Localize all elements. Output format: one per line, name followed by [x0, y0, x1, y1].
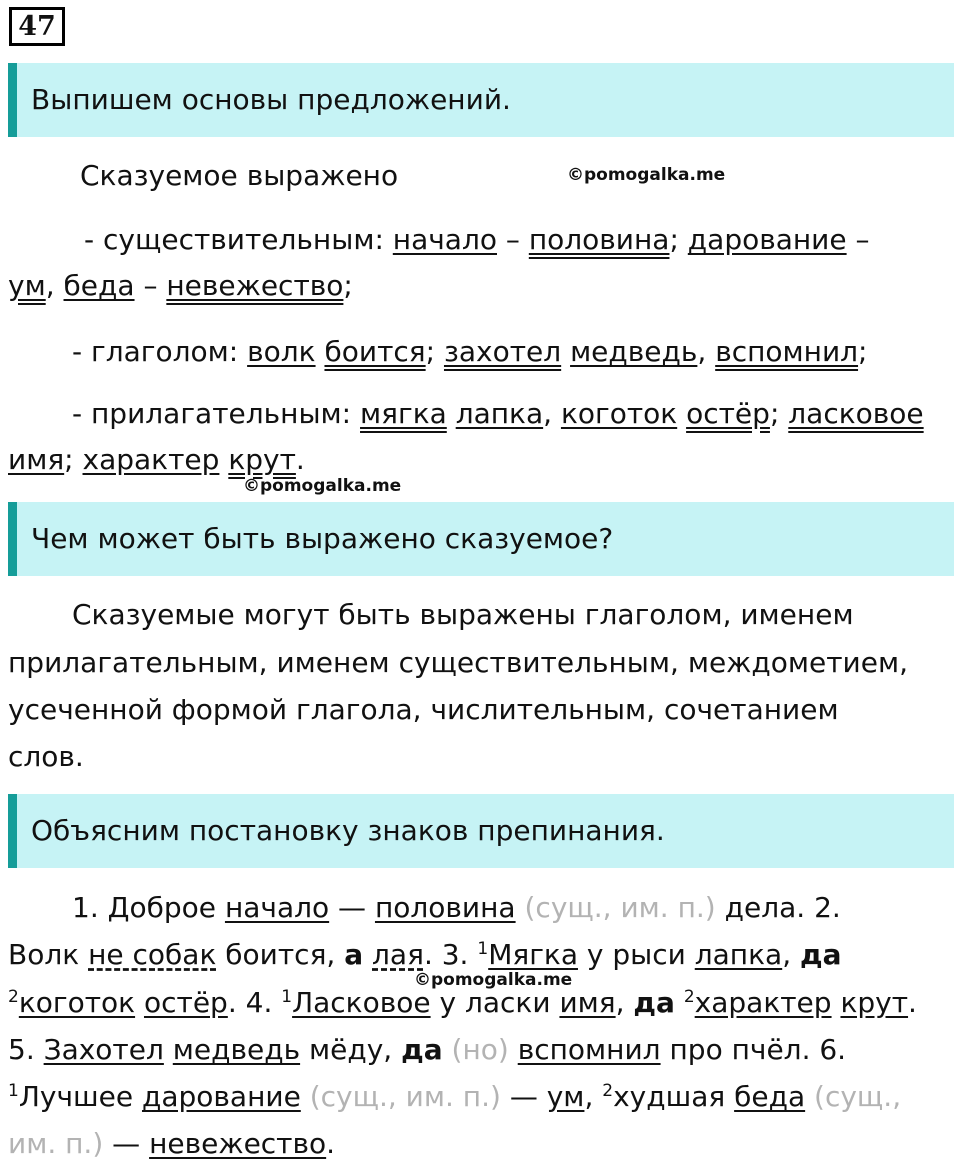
- subject-word: лапка: [694, 938, 783, 971]
- text: боится,: [225, 938, 336, 971]
- subject-word: начало: [224, 891, 330, 924]
- predicate-word: Ласковое: [292, 986, 431, 1019]
- subject-word: лапка: [455, 397, 544, 430]
- text: 5.: [8, 1033, 35, 1066]
- explain-line-3: [8, 985, 917, 1021]
- object-word: не собак: [88, 938, 217, 971]
- subject-word: беда: [63, 269, 135, 302]
- dash: –: [855, 223, 870, 256]
- subject-word: дарование: [141, 1080, 301, 1113]
- noun-label: - существительным:: [84, 223, 384, 256]
- text: у рыси: [586, 938, 686, 971]
- predicate-word: крут: [228, 443, 296, 476]
- grammar-note: (сущ.,: [814, 1080, 902, 1113]
- conjunction: да: [401, 1033, 443, 1066]
- marker: 2: [602, 1081, 614, 1101]
- section-heading-banner: [8, 794, 954, 868]
- punct: .: [908, 986, 917, 1019]
- dash: –: [143, 269, 158, 302]
- text: мёду,: [309, 1033, 393, 1066]
- marker: 2: [8, 987, 19, 1007]
- predicate-word: остёр: [686, 397, 770, 430]
- predicate-word: захотел: [443, 335, 562, 368]
- noun-predicates-line-2: [8, 268, 353, 304]
- section-heading: Выпишем основы предложений.: [31, 83, 511, 116]
- task-number: 47: [9, 7, 65, 46]
- predicate-word: половина: [374, 891, 516, 924]
- subject-word: волк: [247, 335, 316, 368]
- subject-word: характер: [82, 443, 220, 476]
- section-heading-banner: [8, 63, 954, 137]
- dash: —: [338, 891, 367, 924]
- predicate-word: ум: [546, 1080, 585, 1113]
- subject-word: имя: [559, 986, 616, 1019]
- predicate-word: ум: [8, 269, 46, 302]
- answer-line: прилагательным, именем существительным, междометием,: [8, 646, 908, 679]
- predicate-word: вспомнил: [517, 1033, 661, 1066]
- grammar-note: (но): [451, 1033, 509, 1066]
- punct: ;: [769, 397, 780, 430]
- explain-line-6: [8, 1126, 335, 1162]
- text: Волк: [8, 938, 80, 971]
- subject-word: медведь: [570, 335, 698, 368]
- subject-word: дарование: [687, 223, 847, 256]
- adj-label: - прилагательным:: [72, 397, 352, 430]
- punct: .: [295, 443, 305, 476]
- predicate-word: невежество: [149, 1127, 327, 1160]
- punct: ;: [669, 223, 679, 256]
- adj-predicates-line-2: [8, 442, 305, 478]
- conjunction: да: [800, 938, 842, 971]
- section-heading: Объясним постановку знаков препинания.: [31, 814, 665, 847]
- subject-word: коготок: [560, 397, 678, 430]
- text: Лучшее: [18, 1080, 134, 1113]
- answer-line: Сказуемые могут быть выражены глаголом, именем: [72, 598, 854, 631]
- punct: ;: [343, 269, 353, 302]
- predicate-word: Мягка: [488, 938, 578, 971]
- punct: ,: [782, 938, 792, 971]
- predicate-word: вспомнил: [715, 335, 859, 368]
- marker: 1: [477, 939, 489, 959]
- dash: —: [112, 1127, 141, 1160]
- punct: ;: [425, 335, 436, 368]
- predicate-word: ласковое: [788, 397, 924, 430]
- marker: 2: [683, 987, 695, 1007]
- explain-line-1: [72, 890, 841, 926]
- explain-line-5: [8, 1079, 901, 1115]
- text: 1. Доброе: [72, 891, 217, 924]
- grammar-note: (сущ., им. п.): [524, 891, 716, 924]
- answer-line: слов.: [8, 740, 84, 773]
- punct: ;: [858, 335, 868, 368]
- predicate-word: невежество: [166, 269, 344, 302]
- subject-word: имя: [8, 443, 65, 476]
- subject-word: беда: [734, 1080, 806, 1113]
- conjunction: а: [344, 938, 364, 971]
- watermark: ©pomogalka.me: [567, 165, 726, 185]
- section-heading: Чем может быть выражено сказуемое?: [31, 522, 614, 555]
- noun-predicates-line: [84, 222, 870, 258]
- text: про пчёл. 6.: [669, 1033, 847, 1066]
- watermark: ©pomogalka.me: [243, 476, 402, 496]
- section-heading-banner: [8, 502, 954, 576]
- predicate-intro: Сказуемое выражено: [80, 159, 399, 192]
- punct: ,: [584, 1080, 594, 1113]
- verb-predicates-line: [72, 334, 867, 370]
- punct: ,: [697, 335, 707, 368]
- conjunction: да: [633, 986, 675, 1019]
- text: дела. 2.: [724, 891, 841, 924]
- marker: 1: [8, 1081, 19, 1101]
- punct: .: [326, 1127, 336, 1160]
- subject-word: характер: [694, 986, 832, 1019]
- punct: ;: [64, 443, 74, 476]
- subject-word: коготок: [18, 986, 136, 1019]
- punct: ,: [543, 397, 553, 430]
- predicate-word: половина: [528, 223, 670, 256]
- predicate-word: боится: [324, 335, 426, 368]
- predicate-word: остёр: [143, 986, 228, 1019]
- text: у ласки: [439, 986, 551, 1019]
- marker: 1: [281, 987, 293, 1007]
- predicate-word: Захотел: [43, 1033, 164, 1066]
- text: . 4.: [227, 986, 273, 1019]
- subject-word: начало: [392, 223, 497, 256]
- answer-line: усеченной формой глагола, числительным, сочетанием: [8, 693, 839, 726]
- dash: —: [509, 1080, 538, 1113]
- grammar-note: им. п.): [8, 1127, 104, 1160]
- text: . 3.: [423, 938, 469, 971]
- predicate-word: крут: [840, 986, 909, 1019]
- predicate-word: мягка: [360, 397, 447, 430]
- dash: –: [505, 223, 520, 256]
- grammar-note: (сущ., им. п.): [309, 1080, 501, 1113]
- explain-line-4: [8, 1032, 846, 1068]
- text: худшая: [613, 1080, 726, 1113]
- punct: ,: [615, 986, 625, 1019]
- watermark: ©pomogalka.me: [414, 970, 573, 990]
- punct: ,: [45, 269, 55, 302]
- verb-label: - глаголом:: [72, 335, 239, 368]
- subject-word: медведь: [172, 1033, 301, 1066]
- adj-predicates-line: [72, 396, 924, 432]
- object-word: лая: [372, 938, 424, 971]
- explain-line-2: [8, 937, 842, 973]
